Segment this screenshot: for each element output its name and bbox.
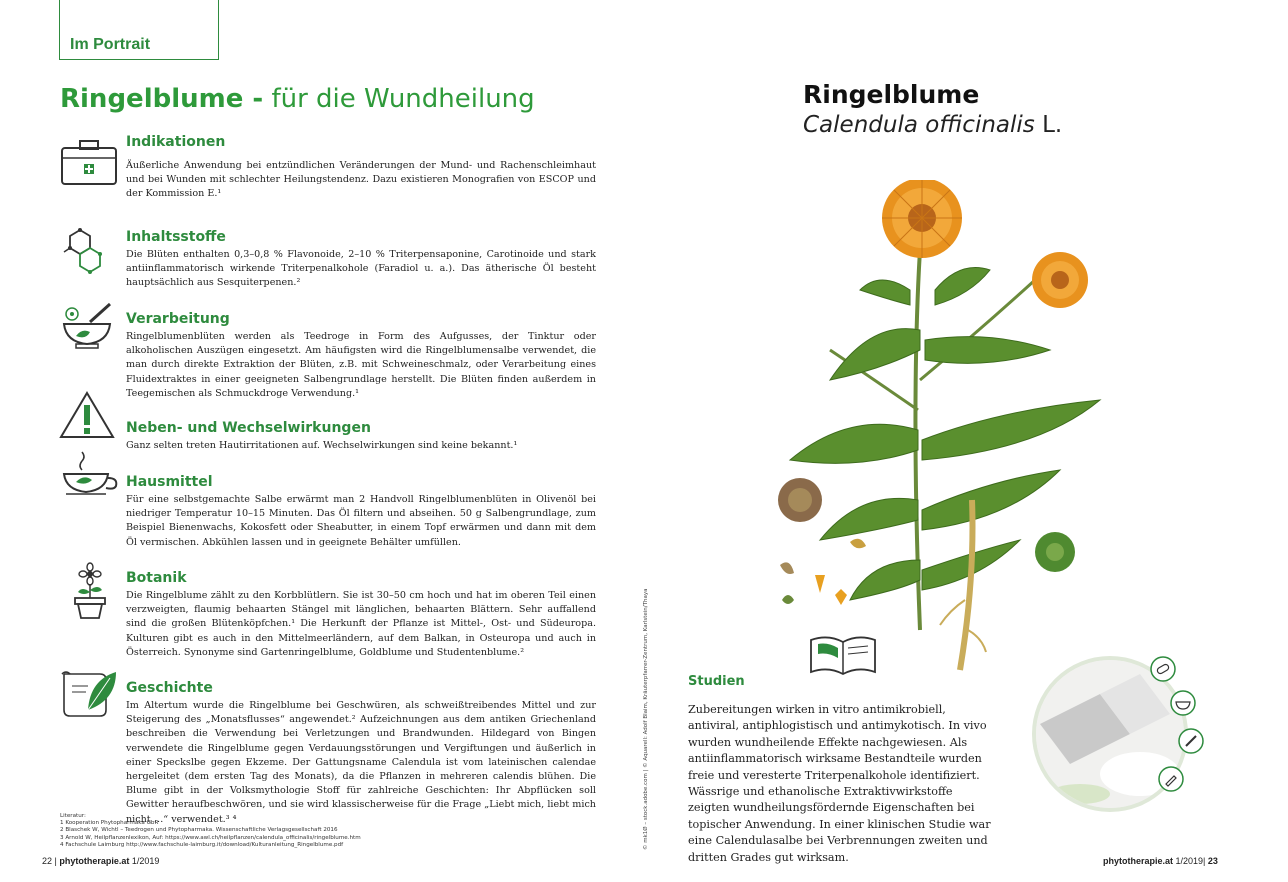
footer-magazine: phytotherapie.at (1103, 856, 1174, 866)
page-number-left: 22 (42, 856, 53, 866)
warning-icon (58, 390, 116, 440)
footer-issue: 1/2019 (129, 856, 160, 866)
section-heading: Hausmittel (126, 474, 213, 490)
plant-name: Ringelblume (803, 80, 980, 109)
section-verarbeitung (126, 311, 596, 401)
latin-author: L. (1034, 112, 1063, 138)
molecule-icon (60, 226, 108, 274)
studien-heading: Studien (688, 674, 745, 689)
section-heading: Geschichte (126, 680, 213, 696)
dropper-icon (1178, 728, 1204, 754)
section-indikationen (126, 134, 596, 202)
literature-item: 1 Kooperation Phytopharmaka GbR (60, 820, 159, 827)
potted-flower-icon (70, 562, 110, 620)
section-heading: Inhaltsstoffe (126, 229, 226, 245)
section-tab-label: Im Portrait (70, 36, 151, 53)
plant-latin-name (803, 112, 1062, 138)
title-rest: für die Wundheilung (263, 84, 535, 114)
literature-heading: Literatur: (60, 813, 86, 819)
page-title (60, 84, 535, 114)
tea-cup-icon (60, 450, 122, 496)
section-heading: Indikationen (126, 134, 226, 150)
section-text: Für eine selbstgemachte Salbe erwärmt man 2 Handvoll Ringelblumenblüten in Olivenöl bei niedriger Temperatur 10–15 Minuten. Das Öl filtern und abseihen. 50 g Salbengrundlage, zum Beispiel Bienenwachs, Kokosfett oder Sheabutter, in einem Topf erwärmen und dann mit dem Öl vermischen. Abkühlen lassen und in geeignete Behälter umfüllen. (126, 494, 596, 548)
literature-list (60, 813, 520, 849)
footer-magazine: phytotherapie.at (59, 856, 130, 866)
first-aid-kit-icon (60, 138, 118, 186)
section-text: Die Ringelblume zählt zu den Korbblütlern. Sie ist 30–50 cm hoch und hat im oberen Teil einen verzweigten, flaumig behaarten Stängel mit länglichen, behaarten Blättern. Sehr auffallend sind die großen Blütenköpfchen.¹ Die Herkunft der Pflanze ist Mittel-, Ost- und Südeuropa. Kulturen gibt es auch in den Mittelmeerländern, auf dem Balkan, in Osteuropa und auch in Österreich. Synonyme sind Gartenringelblume, Goldblume und Studentenblume.² (126, 590, 596, 658)
mortar-pestle-icon (58, 302, 116, 350)
section-text: Die Blüten enthalten 0,3–0,8 % Flavonoide, 2–10 % Triterpensaponine, Carotinoide und stark antiinflammatorisch wirkende Triterpenalkohole (Faradiol u. a.). Das ätherische Öl besteht hauptsächlich aus Sesquiterpenen.² (126, 249, 596, 289)
section-text: Im Altertum wurde die Ringelblume bei Geschwüren, als schweißtreibendes Mittel und zur Steigerung des „Monatsflusses“ angewendet.² Aufzeichnungen aus dem antiken Griechenland beschreiben die Verwendung bei Verletzungen und Brandwunden. Hildegard von Bingen verwendete die Ringelblume gegen Verdauungsstörungen und Vergiftungen und äußerlich in einer Speckslbe gegen Ekzeme. Der Gattungsname Calendula ist vom lateinischen calendae hergeleitet (dem ersten Tag des Monats), da die Pflanzen in mehreren calendis blühen. Die Blume gibt in der Volksmythologie Stoff für zahlreiche Geschichten: Ihr Abpflücken soll Gewitter heraufbeschwören, und sie wird klassischerweise für die Frage „Liebt mich, liebt mich nicht …“ verwendet.³ ⁴ (126, 700, 596, 825)
section-wechselwirkungen (126, 420, 596, 453)
footer-separator: | (52, 856, 60, 866)
bowl-icon (1170, 690, 1196, 716)
literature-item: 4 Fachschule Laimburg http://www.fachschule-laimburg.it/download/Kulturanleitung_Ringelblume.pdf (60, 841, 344, 848)
footer-right (1103, 856, 1218, 866)
scroll-leaf-icon (58, 668, 118, 720)
section-text: Äußerliche Anwendung bei entzündlichen Veränderungen der Mund- und Rachenschleimhaut und bei Wunden mit schlechter Heilungstendenz. Dazu existieren Monografien von ESCOP und der Kommission E.¹ (126, 160, 596, 200)
photo-credit: © mk1Ø – stock.adobe.com | © Aquarell: Adolf Blaim, Kräuterpfarrer-Zentrum, Karlstein/Thaya (643, 588, 649, 850)
section-heading: Verarbeitung (126, 311, 230, 327)
literature-item: 3 Arnold W, Heilpflanzenlexikon, Auf: https://www.awl.ch/heilpflanzen/calendula_officinalis/ringelblume.htm (60, 834, 361, 841)
section-tab (59, 0, 219, 60)
calendula-illustration (760, 180, 1120, 680)
section-text: Ringelblumenblüten werden als Teedroge in Form des Aufgusses, der Tinktur oder alkoholischen Auszügen eingesetzt. Am häufigsten wird die Ringelblumensalbe verwendet, die man durch direkte Extraktion der Blüten, z.B. mit Schweineschmalz, oder Verarbeitung eines Fluidextraktes in einer geeigneten Salbengrundlage herstellt. Die Blüten finden außerdem in Teegemischen als Schmuckdroge Verwendung.¹ (126, 331, 596, 399)
section-heading: Neben- und Wechselwirkungen (126, 420, 371, 436)
footer-issue: 1/2019| (1173, 856, 1208, 866)
literature-item: 2 Blaschek W, Wichtl – Teedrogen und Phytopharmaka. Wissenschaftliche Verlagsgesellschaft 2016 (60, 827, 338, 834)
section-inhaltsstoffe (126, 229, 596, 291)
pill-icon (1150, 656, 1176, 682)
title-bold: Ringelblume - (60, 84, 264, 114)
open-book-icon (808, 634, 878, 678)
section-geschichte (126, 680, 596, 827)
page-number-right: 23 (1207, 856, 1218, 866)
section-text: Ganz selten treten Hautirritationen auf. Wechselwirkungen sind keine bekannt.¹ (126, 440, 518, 451)
section-hausmittel (126, 474, 596, 550)
section-botanik (126, 570, 596, 660)
tube-icon (1158, 766, 1184, 792)
latin-binomial: Calendula officinalis (803, 112, 1035, 138)
section-heading: Botanik (126, 570, 187, 586)
studien-text: Zubereitungen wirken in vitro antimikrobiell, antiviral, antiphlogistisch und antimykotisch. In vivo wurden wundheilende Effekte nachgewiesen. Als antiinflammatorisch wirksame Bestandteile wurden freie und veresterte Triterpenalkohole identifiziert. Wässrige und ethanolische Extraktivwirkstoffe zeigten wundheilungsfördernde Eigenschaften bei topischer Anwendung. In einer klinischen Studie war eine Calendulasalbe bei Verbrennungen zweiten und dritten Grades gut wirksam. (688, 703, 991, 864)
footer-left (42, 856, 159, 866)
